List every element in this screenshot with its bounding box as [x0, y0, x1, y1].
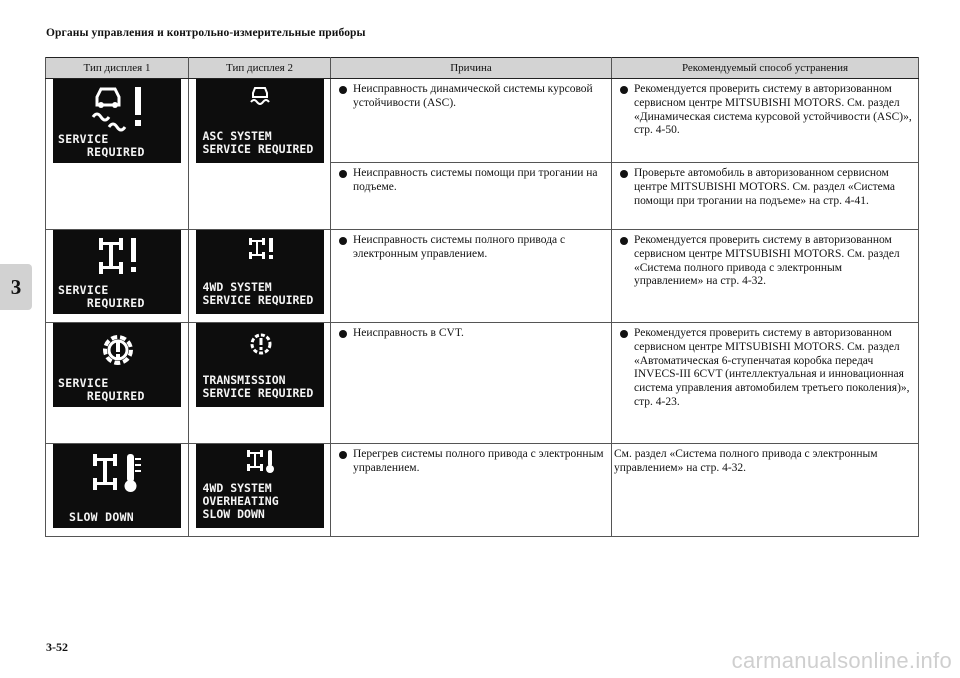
remedy-cell — [612, 230, 919, 323]
table-header-row — [46, 58, 919, 79]
display1-cell — [46, 323, 189, 444]
remedy-text: Рекомендуется проверить систему в авторизованном сервисном центре MITSUBISHI MOTORS. См. раздел «Система полного привода с электронным управлением» на стр. 4-32. — [634, 234, 900, 288]
4wd-temp-small-icon — [244, 448, 278, 478]
skid-warning-icon — [83, 83, 155, 133]
lcd-text: 4WD SYSTEM OVERHEATING SLOW DOWN — [202, 481, 279, 521]
bullet-icon — [339, 451, 347, 459]
cause-cell — [331, 79, 612, 163]
skid-car-icon — [248, 85, 272, 107]
header-remedy: Рекомендуемый способ устранения — [612, 58, 919, 79]
lcd-text: 4WD SYSTEM SERVICE REQUIRED — [202, 280, 314, 307]
bullet-icon — [339, 170, 347, 178]
bullet-icon — [620, 330, 628, 338]
display2-cell — [189, 323, 331, 444]
display1-cell — [46, 79, 189, 230]
cause-text: Неисправность системы помощи при трогании на подъеме. — [353, 167, 598, 194]
display1-cell — [46, 230, 189, 323]
bullet-icon — [339, 86, 347, 94]
lcd-text: TRANSMISSION SERVICE REQUIRED — [202, 373, 314, 400]
header-display-type-1: Тип дисплея 1 — [46, 58, 189, 79]
bullet-icon — [620, 86, 628, 94]
remedy-cell — [612, 79, 919, 163]
remedy-text: См. раздел «Система полного привода с электронным управлением» на стр. 4-32. — [614, 448, 878, 474]
display2-cell — [189, 79, 331, 230]
bullet-icon — [339, 237, 347, 245]
lcd-display-2 — [196, 230, 324, 314]
display2-cell — [189, 230, 331, 323]
lcd-display-2 — [196, 323, 324, 407]
cause-cell — [331, 163, 612, 230]
lcd-text: SERVICE REQUIRED — [58, 376, 145, 403]
table-row — [46, 444, 919, 537]
lcd-display-1 — [53, 323, 181, 407]
page-number: 3-52 — [46, 640, 68, 654]
display1-cell — [46, 444, 189, 537]
display2-cell — [189, 444, 331, 537]
cause-cell — [331, 323, 612, 444]
table-row — [46, 230, 919, 323]
page-title: Органы управления и контрольно-измерительные приборы — [46, 27, 366, 39]
gear-warning-icon — [97, 329, 139, 371]
remedy-text: Рекомендуется проверить систему в авторизованном сервисном центре MITSUBISHI MOTORS. См. раздел «Автоматическая 6-ступенчатая коробка передач INVECS-III 6CVT (интеллектуальная и инновационная система управления автомобилем третьего поколения)», стр. 4-23. — [634, 327, 910, 408]
chapter-tab: 3 — [0, 264, 32, 310]
4wd-temp-icon — [89, 450, 149, 500]
cause-text: Перегрев системы полного привода с электронным управлением. — [353, 448, 604, 474]
lcd-display-1 — [53, 230, 181, 314]
remedy-cell — [612, 444, 919, 537]
cause-text: Неисправность в CVT. — [353, 327, 464, 339]
4wd-warning-icon — [93, 234, 145, 280]
lcd-text: SERVICE REQUIRED — [58, 132, 145, 159]
lcd-display-1 — [53, 79, 181, 163]
bullet-icon — [620, 170, 628, 178]
lcd-text: ASC SYSTEM SERVICE REQUIRED — [202, 129, 314, 156]
header-display-type-2: Тип дисплея 2 — [189, 58, 331, 79]
watermark: carmanualsonline.info — [731, 648, 952, 673]
4wd-small-icon — [246, 236, 276, 262]
lcd-text: SLOW DOWN — [69, 510, 135, 524]
remedy-cell — [612, 163, 919, 230]
cause-text: Неисправность системы полного привода с электронным управлением. — [353, 234, 566, 260]
header-cause: Причина — [331, 58, 612, 79]
table-row — [46, 323, 919, 444]
cause-text: Неисправность динамической системы курсовой устойчивости (ASC). — [353, 83, 593, 109]
bullet-icon — [620, 237, 628, 245]
lcd-text: SERVICE REQUIRED — [58, 283, 145, 310]
remedy-cell — [612, 323, 919, 444]
bullet-icon — [339, 330, 347, 338]
remedy-text: Проверьте автомобиль в авторизованном сервисном центре MITSUBISHI MOTORS. См. раздел «Система помощи при трогании на подъеме» на стр. 4-41. — [634, 167, 896, 207]
lcd-display-1 — [53, 444, 181, 528]
remedy-text: Рекомендуется проверить систему в авторизованном сервисном центре MITSUBISHI MOTORS. См. раздел «Динамическая система курсовой устойчивости (ASC)», стр. 4-50. — [634, 83, 912, 137]
gear-small-icon — [248, 331, 274, 357]
lcd-display-2 — [196, 444, 324, 528]
cause-cell — [331, 230, 612, 323]
lcd-display-2 — [196, 79, 324, 163]
table-row — [46, 79, 919, 163]
display-table — [45, 57, 919, 537]
cause-cell — [331, 444, 612, 537]
